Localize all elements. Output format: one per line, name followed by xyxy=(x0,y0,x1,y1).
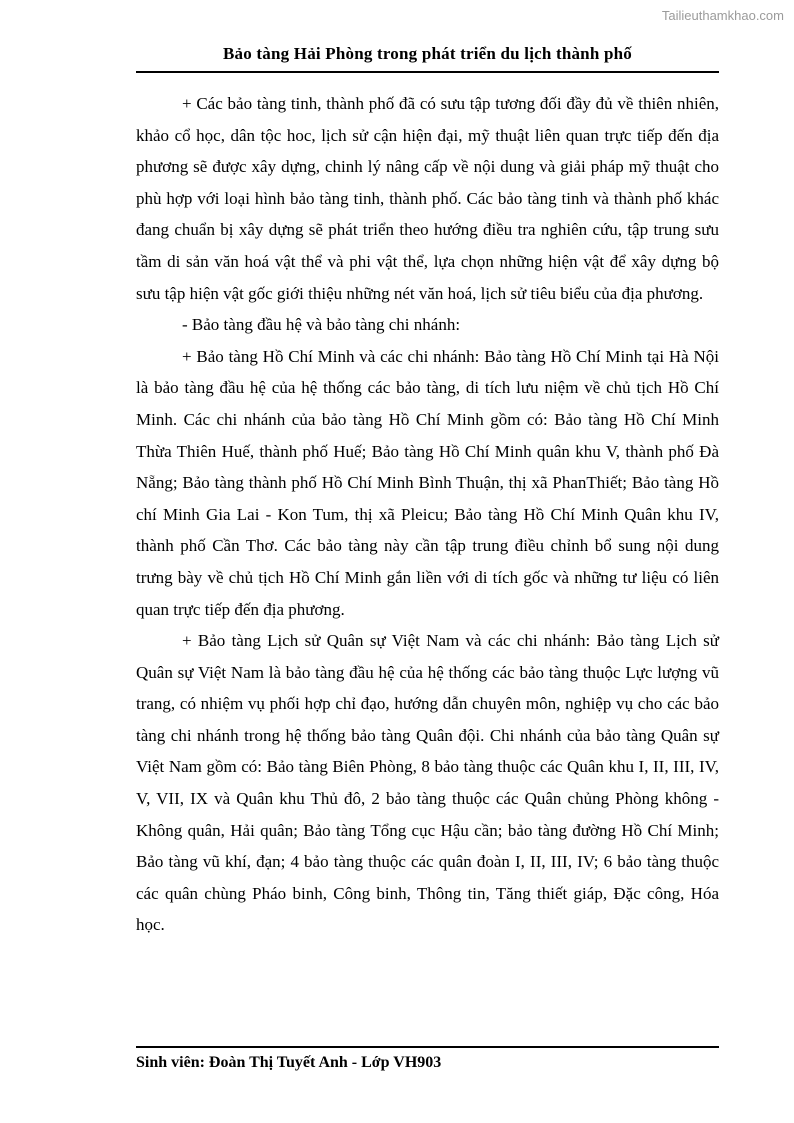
paragraph-military-history-museum: + Bảo tàng Lịch sử Quân sự Việt Nam và các chi nhánh: Bảo tàng Lịch sử Quân sự Việt Nam là bảo tàng đầu hệ của hệ thống các bảo tàng thuộc Lực lượng vũ trang, có nhiệm vụ phối hợp chỉ đạo, hướng dẫn chuyên môn, nghiệp vụ cho các bảo tàng chi nhánh trong hệ thống bảo tàng Quân đội. Chi nhánh của bảo tàng Quân sự Việt Nam gồm có: Bảo tàng Biên Phòng, 8 bảo tàng thuộc các Quân khu I, II, III, IV, V, VII, IX và Quân khu Thủ đô, 2 bảo tàng thuộc các Quân chủng Phòng không - Không quân, Hải quân; Bảo tàng Tổng cục Hậu cần; bảo tàng đường Hồ Chí Minh; Bảo tàng vũ khí, đạn; 4 bảo tàng thuộc các quân đoàn I, II, III, IV; 6 bảo tàng thuộc các quân chùng Pháo binh, Công binh, Thông tin, Tăng thiết giáp, Đặc công, Hóa học. xyxy=(136,631,719,935)
page-title: Bảo tàng Hải Phòng trong phát triển du lịch thành phố xyxy=(223,44,632,63)
list-item-dash: - Bảo tàng đầu hệ và bảo tàng chi nhánh: xyxy=(182,315,461,335)
document-body xyxy=(136,88,719,941)
paragraph-museums-province: + Các bảo tàng tinh, thành phố đã có sưu tập tương đối đầy đủ về thiên nhiên, khảo cổ học, dân tộc hoc, lịch sử cận hiện đại, mỹ thuật liên quan trực tiếp đến địa phương sẽ được xây dựng, chinh lý nâng cấp về nội dung và giải pháp mỹ thuật cho phù hợp với loại hình bảo tàng tinh, thành phố. Các bảo tàng tinh và thành phố khác đang chuẩn bị xây dựng sẽ phát triển theo hướng điều tra nghiên cứu, tập trung sưu tầm di sản văn hoá vật thể và phi vật thể, lựa chọn những hiện vật để xây dựng bộ sưu tập hiện vật gốc giới thiệu những nét văn hoá, lịch sử tiêu biểu của địa phương. xyxy=(136,94,719,303)
watermark: Tailieuthamkhao.com xyxy=(661,8,784,23)
footer-text: Sinh viên: Đoàn Thị Tuyết Anh - Lớp VH903 xyxy=(136,1054,442,1071)
paragraph-ho-chi-minh-museum: + Bảo tàng Hồ Chí Minh và các chi nhánh: Bảo tàng Hồ Chí Minh tại Hà Nội là bảo tàng đầu hệ của hệ thống các bảo tàng, di tích lưu niệm về chủ tịch Hồ Chí Minh. Các chi nhánh của bảo tàng Hồ Chí Minh gồm có: Bảo tàng Hồ Chí Minh Thừa Thiên Huế, thành phố Huế; Bảo tàng Hồ Chí Minh quân khu V, thành phố Đà Nẵng; Bảo tàng thành phố Hồ Chí Minh Bình Thuận, thị xã PhanThiết; Bảo tàng Hồ chí Minh Gia Lai - Kon Tum, thị xã Pleicu; Bảo tàng Hồ Chí Minh Quân khu IV, thành phố Cần Thơ. Các bảo tàng này cần tập trung điều chỉnh bổ sung nội dung trưng bày về chủ tịch Hồ Chí Minh gắn liền với di tích gốc và những tư liệu có liên quan trực tiếp đến địa phương. xyxy=(136,346,719,619)
page-header xyxy=(136,44,719,73)
page-footer xyxy=(136,1046,719,1072)
